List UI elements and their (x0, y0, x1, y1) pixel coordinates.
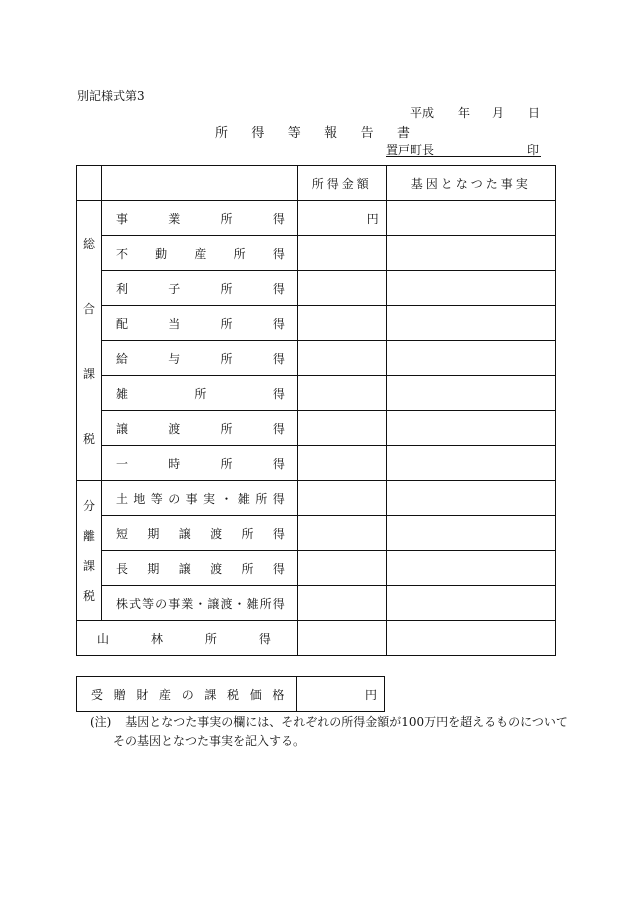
income-type-char: 所 (220, 421, 233, 436)
gift-label-char: 税 (227, 687, 240, 702)
date-era: 平成 (410, 106, 435, 120)
income-type-char: 期 (147, 526, 160, 541)
income-type-char: 得 (272, 316, 285, 331)
income-type-char: 所 (241, 561, 254, 576)
amount-cell[interactable] (297, 586, 386, 621)
income-type-char: 利 (115, 281, 128, 296)
fact-header: 基因となつた事実 (386, 166, 555, 201)
table-row (77, 516, 556, 551)
income-type-char: 配 (115, 316, 128, 331)
amount-cell[interactable] (297, 446, 386, 481)
income-type-cell (101, 306, 297, 341)
table-row (77, 481, 556, 516)
income-type-cell (101, 201, 297, 236)
amount-cell[interactable] (297, 376, 386, 411)
gift-table (76, 676, 385, 712)
recipient-line (386, 141, 541, 157)
income-type-char: 得 (272, 491, 285, 506)
sogo-group-char: 総 (82, 236, 95, 251)
income-type-cell (101, 376, 297, 411)
sogo-group-char: 税 (82, 431, 95, 446)
income-type-char: ・ (194, 596, 207, 611)
income-type-char: 得 (272, 456, 285, 471)
income-type-char: の (168, 491, 181, 506)
fact-cell[interactable] (386, 551, 555, 586)
gift-label-char: 格 (272, 687, 285, 702)
recipient-name: 置戸町長 (386, 143, 435, 157)
income-type-char: 期 (147, 561, 160, 576)
income-type-char: 所 (241, 526, 254, 541)
income-type-char: 等 (142, 596, 155, 611)
income-type-cell (101, 446, 297, 481)
table-row (77, 271, 556, 306)
income-type-char: 子 (168, 281, 181, 296)
income-type-label (116, 525, 285, 542)
date-year: 年 (458, 106, 471, 120)
title-char: 報 (324, 126, 338, 141)
income-type-label (116, 210, 285, 227)
table-row (77, 586, 556, 621)
income-type-char: 所 (220, 351, 233, 366)
income-type-char: 土 (115, 491, 128, 506)
income-type-cell (101, 551, 297, 586)
income-type-char: 地 (133, 491, 146, 506)
fact-cell[interactable] (386, 201, 555, 236)
table-row (77, 551, 556, 586)
amount-cell[interactable] (297, 481, 386, 516)
income-type-char: 所 (220, 456, 233, 471)
fact-cell[interactable] (386, 341, 555, 376)
item-header-cell (101, 166, 297, 201)
table-row (77, 236, 556, 271)
gift-label-char: 産 (159, 687, 172, 702)
form-number: 別記様式第3 (77, 89, 145, 103)
income-type-char: ・ (220, 491, 233, 506)
sanrin-char: 得 (258, 631, 271, 646)
sanrin-label (91, 630, 285, 647)
bunri-group-char: 離 (82, 529, 95, 543)
income-type-char: ・ (233, 596, 246, 611)
income-type-char: 事 (168, 596, 181, 611)
amount-cell[interactable] (297, 201, 386, 236)
fact-cell[interactable] (386, 271, 555, 306)
yen-unit: 円 (366, 211, 379, 226)
income-type-char: 渡 (210, 526, 223, 541)
sanrin-label-cell (77, 621, 298, 656)
fact-cell[interactable] (386, 236, 555, 271)
gift-label-char: の (181, 687, 194, 702)
income-type-char: 所 (194, 386, 207, 401)
header-row (77, 166, 556, 201)
note-line2: その基因となつた事実を記入する。 (113, 734, 306, 748)
income-table (76, 165, 556, 656)
income-type-char: 所 (220, 316, 233, 331)
sanrin-char: 山 (97, 631, 110, 646)
fact-cell[interactable] (386, 621, 555, 656)
income-type-char: 渡 (168, 421, 181, 436)
income-type-char: 所 (220, 281, 233, 296)
income-type-label (116, 315, 285, 332)
amount-header: 所得金額 (297, 166, 386, 201)
income-type-char: 得 (272, 351, 285, 366)
fact-cell[interactable] (386, 586, 555, 621)
sogo-group-char: 合 (82, 301, 95, 316)
income-type-cell (101, 271, 297, 306)
amount-cell[interactable] (297, 306, 386, 341)
income-type-cell (101, 341, 297, 376)
gift-label-cell (77, 677, 297, 712)
income-type-char: 業 (181, 596, 194, 611)
income-type-char: 式 (129, 596, 142, 611)
income-type-cell (101, 586, 297, 621)
table-row (77, 411, 556, 446)
income-type-label (116, 560, 285, 577)
income-type-char: 短 (115, 526, 128, 541)
income-type-char: 得 (272, 281, 285, 296)
income-type-char: 実 (203, 491, 216, 506)
fact-cell[interactable] (386, 411, 555, 446)
fact-cell[interactable] (386, 516, 555, 551)
income-type-char: 不 (115, 246, 128, 261)
amount-cell[interactable] (297, 551, 386, 586)
income-type-char: 得 (272, 386, 285, 401)
income-type-char: 譲 (207, 596, 220, 611)
fact-cell[interactable] (386, 481, 555, 516)
title-char: 告 (360, 126, 374, 141)
income-type-char: 得 (272, 526, 285, 541)
income-type-char: 得 (272, 211, 285, 226)
income-type-label (116, 455, 285, 472)
gift-label-char: 受 (91, 687, 104, 702)
income-type-char: 譲 (178, 561, 191, 576)
table-row (77, 446, 556, 481)
title-char: 所 (215, 126, 229, 141)
fact-cell[interactable] (386, 446, 555, 481)
income-type-label (116, 420, 285, 437)
corner-cell (77, 166, 102, 201)
income-type-char: 所 (220, 211, 233, 226)
table-row (77, 201, 556, 236)
income-type-char: 得 (272, 246, 285, 261)
income-type-char: 時 (168, 456, 181, 471)
title-char: 得 (251, 126, 265, 141)
table-row (77, 341, 556, 376)
note-line1: 基因となつた事実の欄には、それぞれの所得金額が100万円を超えるものについて (125, 715, 568, 729)
income-type-char: の (155, 596, 168, 611)
income-type-char: 得 (272, 561, 285, 576)
seal-mark: 印 (526, 143, 539, 157)
fact-cell[interactable] (386, 376, 555, 411)
bunri-group-stack (77, 491, 101, 611)
income-type-char: 一 (115, 456, 128, 471)
income-type-char: 所 (255, 491, 268, 506)
income-type-char: 長 (115, 561, 128, 576)
sogo-group-stack (77, 211, 101, 471)
title-spread (215, 122, 410, 141)
income-type-char: 雑 (115, 386, 128, 401)
income-type-char: 株 (115, 596, 128, 611)
income-type-char: 業 (168, 211, 181, 226)
income-type-char: 与 (168, 351, 181, 366)
income-type-char: 所 (233, 246, 246, 261)
bunri-group-label (77, 481, 102, 621)
income-type-char: 得 (272, 596, 285, 611)
sanrin-char: 所 (204, 631, 217, 646)
sanrin-char: 林 (150, 631, 163, 646)
gift-row (77, 677, 385, 712)
income-type-char: 動 (155, 246, 168, 261)
income-type-char: 所 (259, 596, 272, 611)
amount-cell[interactable] (297, 516, 386, 551)
income-type-char: 雑 (237, 491, 250, 506)
income-type-char: 渡 (210, 561, 223, 576)
bunri-group-char: 課 (82, 559, 95, 573)
income-type-char: 譲 (115, 421, 128, 436)
document-title (215, 122, 410, 141)
income-type-label (116, 280, 285, 297)
amount-cell[interactable] (297, 271, 386, 306)
fact-cell[interactable] (386, 306, 555, 341)
amount-cell[interactable] (297, 621, 386, 656)
income-type-label (116, 595, 285, 612)
gift-label (91, 686, 284, 703)
income-table-body (77, 166, 556, 656)
income-type-label (116, 245, 285, 262)
amount-cell[interactable] (297, 411, 386, 446)
gift-label-char: 価 (249, 687, 262, 702)
gift-label-char: 贈 (113, 687, 126, 702)
footnote (90, 713, 568, 751)
income-type-char: 等 (150, 491, 163, 506)
sogo-group-label (77, 201, 102, 481)
income-type-char: 給 (115, 351, 128, 366)
bunri-group-char: 分 (82, 499, 95, 513)
income-type-char: 渡 (220, 596, 233, 611)
date-day: 日 (528, 106, 541, 120)
title-char: 書 (396, 126, 410, 141)
income-type-label (116, 490, 285, 507)
gift-amount-cell[interactable] (297, 677, 385, 712)
income-type-label (116, 385, 285, 402)
income-type-char: 雑 (246, 596, 259, 611)
income-type-cell (101, 481, 297, 516)
gift-label-char: 課 (204, 687, 217, 702)
income-type-cell (101, 236, 297, 271)
amount-cell[interactable] (297, 341, 386, 376)
income-type-label (116, 350, 285, 367)
date-month: 月 (492, 106, 505, 120)
gift-label-char: 財 (136, 687, 149, 702)
bunri-group-char: 税 (82, 589, 95, 603)
gift-unit: 円 (364, 687, 377, 702)
income-type-char: 事 (185, 491, 198, 506)
table-row (77, 376, 556, 411)
income-type-char: 事 (115, 211, 128, 226)
income-type-cell (101, 516, 297, 551)
title-char: 等 (287, 126, 301, 141)
income-type-cell (101, 411, 297, 446)
note-prefix: (注) (90, 715, 112, 729)
sogo-group-char: 課 (82, 366, 95, 381)
table-row (77, 306, 556, 341)
income-type-char: 譲 (178, 526, 191, 541)
income-type-char: 産 (194, 246, 207, 261)
income-type-char: 当 (168, 316, 181, 331)
income-type-char: 得 (272, 421, 285, 436)
amount-cell[interactable] (297, 236, 386, 271)
table-row-sanrin (77, 621, 556, 656)
